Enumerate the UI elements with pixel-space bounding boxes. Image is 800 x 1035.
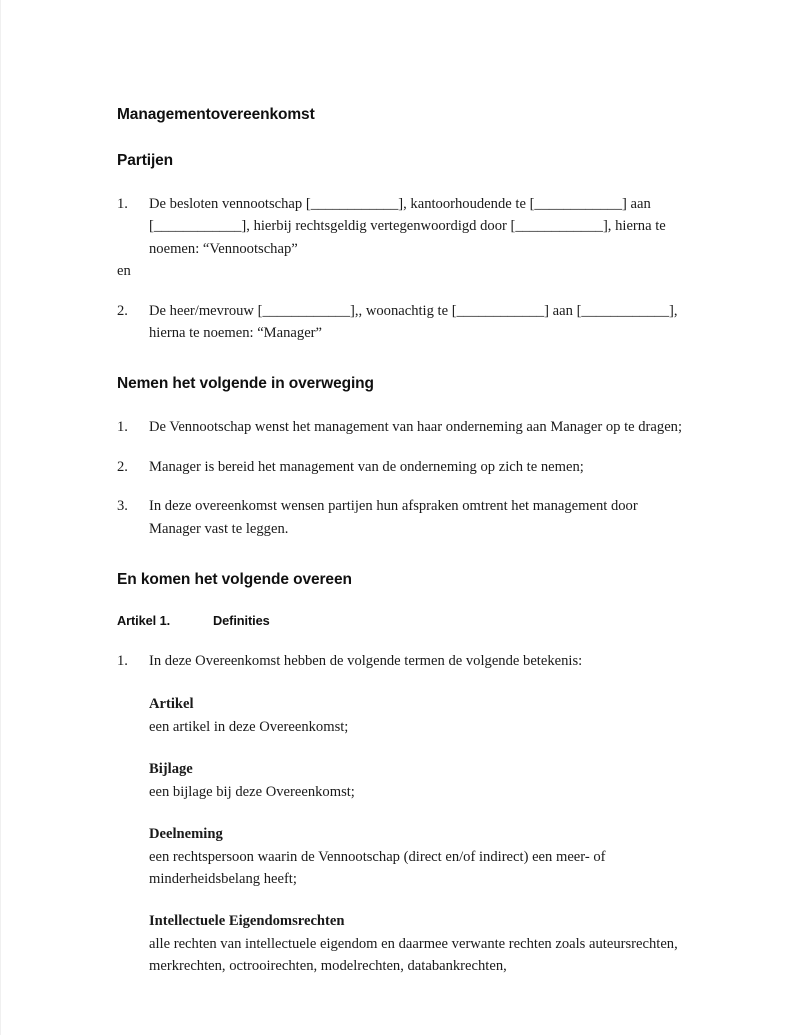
definition-description: een rechtspersoon waarin de Vennootschap (direct en/of indirect) een meer- of minderheidsbelang heeft; xyxy=(149,848,606,887)
heading-partijen: Partijen xyxy=(117,152,174,169)
list-item-number: 1. xyxy=(117,419,128,436)
list-item-text: De Vennootschap wenst het management van haar onderneming aan Manager op te dragen; xyxy=(149,419,683,436)
definition-term: Deelneming xyxy=(149,826,223,843)
heading-overweging: Nemen het volgende in overweging xyxy=(117,375,374,393)
list-item-number: 1. xyxy=(117,653,128,670)
page-left-edge xyxy=(0,0,1,1035)
list-item-text: Manager is bereid het management van de onderneming op zich te nemen; xyxy=(149,458,584,475)
definition-term: Artikel xyxy=(149,696,194,713)
definition-description: een artikel in deze Overeenkomst; xyxy=(149,718,349,735)
overweging-list xyxy=(117,416,687,540)
list-item xyxy=(117,456,687,478)
definition-description: een bijlage bij deze Overeenkomst; xyxy=(149,783,355,800)
document-title: Managementovereenkomst xyxy=(117,106,315,123)
heading-overeen: En komen het volgende overeen xyxy=(117,571,352,589)
definities-list xyxy=(117,650,687,672)
article-number: Artikel 1. xyxy=(117,613,171,629)
definition-entry xyxy=(149,758,687,803)
definition-entry xyxy=(149,823,687,890)
list-item-number: 2. xyxy=(117,458,128,475)
list-item-text: In deze Overeenkomst hebben de volgende termen de volgende betekenis: xyxy=(149,653,583,670)
list-item xyxy=(117,495,687,540)
list-item xyxy=(117,416,687,438)
definition-entry xyxy=(149,910,687,977)
partijen-conjunction: en xyxy=(117,263,131,280)
definition-term: Intellectuele Eigendomsrechten xyxy=(149,913,345,930)
list-item-number: 1. xyxy=(117,196,128,212)
list-item-number: 3. xyxy=(117,498,128,515)
partijen-list-first xyxy=(117,193,687,260)
article-heading xyxy=(117,612,687,630)
list-item-text: De heer/mevrouw [____________],, woonachtig te [____________] aan [____________], hierna te noemen: “Manager” xyxy=(149,302,678,342)
definition-entry xyxy=(149,693,687,738)
list-item xyxy=(117,193,687,260)
article-title: Definities xyxy=(213,613,270,629)
partijen-list-second xyxy=(117,300,687,345)
document-body xyxy=(117,105,687,978)
list-item-text: De besloten vennootschap [____________], kantoorhoudende te [____________] aan [____________], hierbij rechtsgeldig vertegenwoordigd door [____________], hierna te noemen: “Vennootschap” xyxy=(149,196,666,257)
definition-term: Bijlage xyxy=(149,761,193,778)
list-item-number: 2. xyxy=(117,302,128,319)
list-item xyxy=(117,650,687,672)
list-item xyxy=(117,300,687,345)
definitions-block xyxy=(149,693,687,977)
definition-description: alle rechten van intellectuele eigendom en daarmee verwante rechten zoals auteursrechten, merkrechten, octrooirechten, modelrechten, databankrechten, xyxy=(149,935,678,975)
list-item-text: In deze overeenkomst wensen partijen hun afspraken omtrent het management door Manager vast te leggen. xyxy=(149,498,638,537)
